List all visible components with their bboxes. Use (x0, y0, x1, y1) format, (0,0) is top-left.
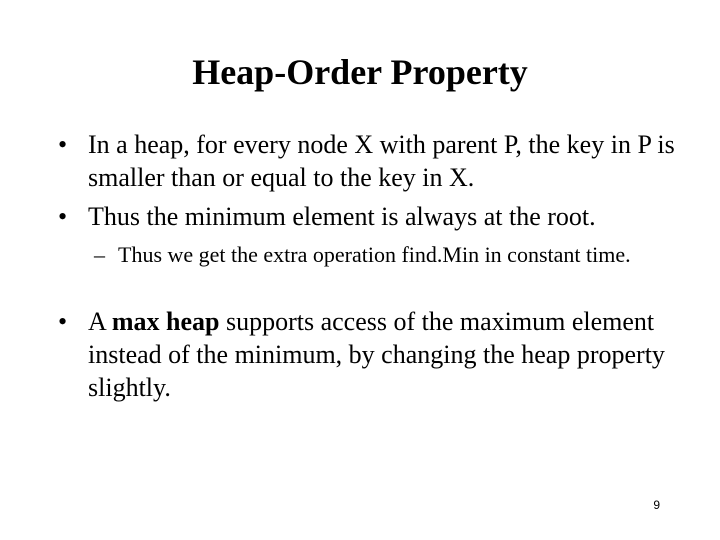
bullet-text: Thus the minimum element is always at the root. (88, 202, 596, 231)
sub-bullet-dash: – (94, 242, 105, 267)
bullet-item (58, 200, 678, 233)
bullet-item (58, 305, 678, 404)
bullet-text: In a heap, for every node X with parent P, the key in P is smaller than or equal to the key in X. (88, 130, 675, 192)
page-number: 9 (653, 498, 660, 512)
bullet-text-prefix: A (88, 307, 112, 336)
sub-bullet-text: Thus we get the extra operation find.Min in constant time. (118, 242, 631, 267)
bullet-dot: • (58, 130, 68, 159)
bullet-item (58, 128, 678, 194)
bullet-dot: • (58, 202, 68, 231)
bullet-text-suffix: supports access of the maximum element instead of the minimum, by changing the heap property slightly. (88, 307, 665, 402)
bullet-dot: • (58, 307, 68, 336)
slide-title: Heap-Order Property (192, 52, 528, 92)
bullet-text (88, 305, 678, 404)
max-heap-term: max heap (111, 307, 220, 336)
sub-bullet-item (94, 241, 674, 295)
